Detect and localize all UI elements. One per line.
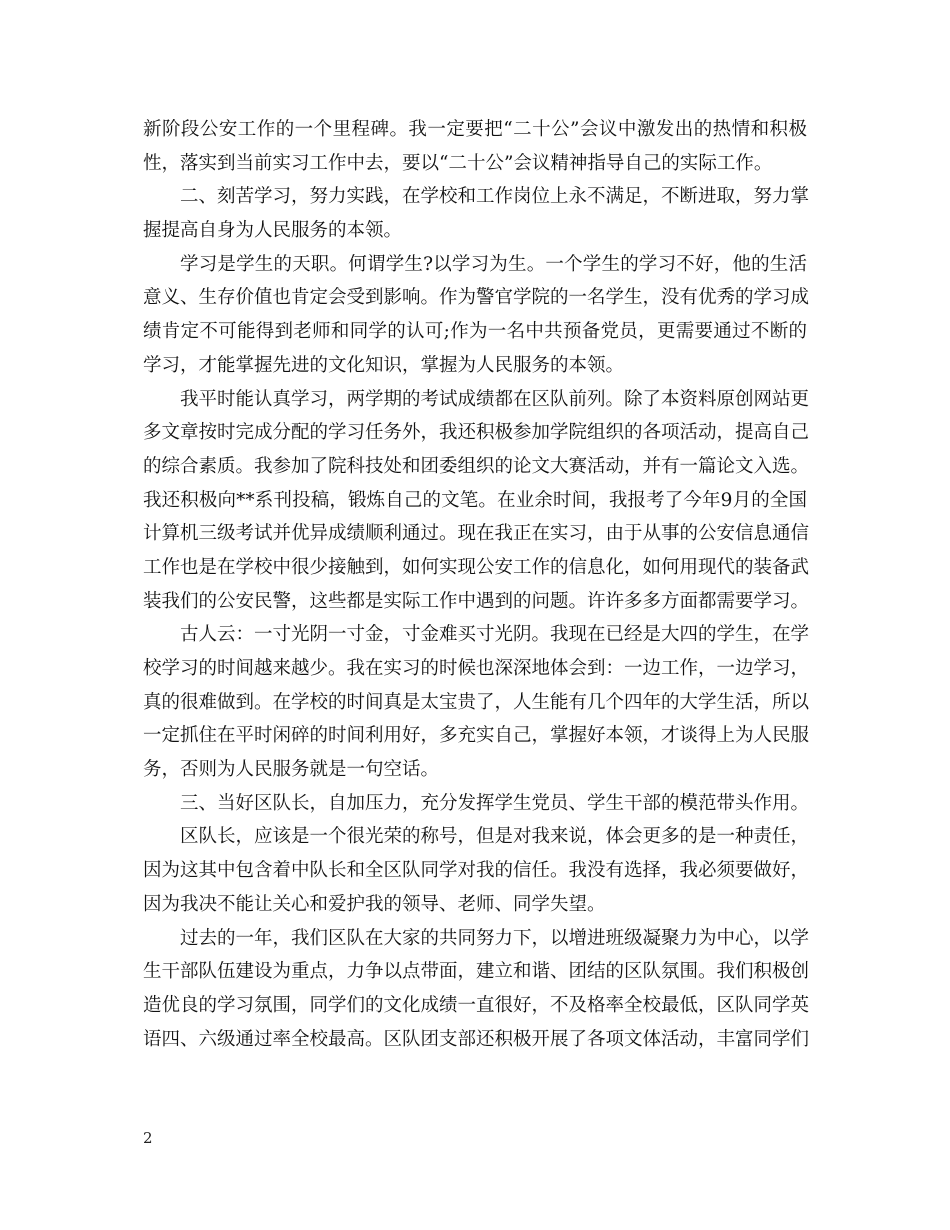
page-number: 2 xyxy=(143,1129,153,1147)
text-line: 二、刻苦学习，努力实践，在学校和工作岗位上永不满足，不断进取，努力掌 xyxy=(180,186,810,208)
text-line: 古人云：一寸光阴一寸金，寸金难买寸光阴。我现在已经是大四的学生，在学 xyxy=(180,624,810,646)
text-line: 语四、六级通过率全校最高。区队团支部还积极开展了各项文体活动，丰富同学们 xyxy=(143,1028,810,1050)
text-line: 新阶段公安工作的一个里程碑。我一定要把“二十公”会议中激发出的热情和积极 xyxy=(143,119,807,140)
text-line: 我还积极向**系刊投稿，锻炼自己的文笔。在业余时间，我报考了今年9月的全国 xyxy=(143,489,807,511)
text-line: 三、当好区队长，自加压力，充分发挥学生党员、学生干部的模范带头作用。 xyxy=(180,792,810,814)
paragraph xyxy=(143,922,810,1057)
text-line: 生干部队伍建设为重点，力争以点带面，建立和谐、团结的区队氛围。我们积极创 xyxy=(143,961,810,983)
text-line: 意义、生存价值也肯定会受到影响。作为警官学院的一名学生，没有优秀的学习成 xyxy=(143,287,810,309)
text-line: 工作也是在学校中很少接触到，如何实现公安工作的信息化，如何用现代的装备武 xyxy=(143,556,810,578)
text-line: 学习，才能掌握先进的文化知识，掌握为人民服务的本领。 xyxy=(143,354,625,376)
text-line: 造优良的学习氛围，同学们的文化成绩一直很好，不及格率全校最低，区队同学英 xyxy=(143,994,810,1016)
text-line: 的综合素质。我参加了院科技处和团委组织的论文大赛活动，并有一篇论文入选。 xyxy=(143,455,810,477)
document-body xyxy=(143,113,810,1056)
paragraph xyxy=(143,820,810,921)
text-line: 校学习的时间越来越少。我在实习的时候也深深地体会到：一边工作，一边学习， xyxy=(143,658,810,679)
text-line: 多文章按时完成分配的学习任务外，我还积极参加学院组织的各项活动，提高自己 xyxy=(143,422,810,444)
text-line: 因为这其中包含着中队长和全区队同学对我的信任。我没有选择，我必须要做好， xyxy=(143,860,810,882)
text-line: 区队长，应该是一个很光荣的称号，但是对我来说，体会更多的是一种责任， xyxy=(180,826,810,848)
text-line: 握提高自身为人民服务的本领。 xyxy=(143,220,403,242)
text-line: 因为我决不能让关心和爱护我的领导、老师、同学失望。 xyxy=(143,893,606,915)
text-line: 过去的一年，我们区队在大家的共同努力下，以增进班级凝聚力为中心，以学 xyxy=(180,927,810,949)
paragraph xyxy=(143,248,810,383)
paragraph xyxy=(143,618,810,786)
text-line: 装我们的公安民警，这些都是实际工作中遇到的问题。许许多多方面都需要学习。 xyxy=(143,590,810,612)
text-line: 学习是学生的天职。何谓学生?以学习为生。一个学生的学习不好，他的生活 xyxy=(180,253,807,275)
paragraph xyxy=(143,383,810,619)
text-line: 一定抓住在平时闲碎的时间利用好，多充实自己，掌握好本领，才谈得上为人民服 xyxy=(143,725,810,747)
text-line: 务，否则为人民服务就是一句空话。 xyxy=(143,759,440,781)
text-line: 绩肯定不可能得到老师和同学的认可;作为一名中共预备党员，更需要通过不断的 xyxy=(143,321,807,343)
text-line: 计算机三级考试并优异成绩顺利通过。现在我正在实习，由于从事的公安信息通信 xyxy=(143,523,810,545)
text-line: 我平时能认真学习，两学期的考试成绩都在区队前列。除了本资料原创网站更 xyxy=(180,388,810,410)
paragraph xyxy=(143,787,810,821)
paragraph xyxy=(143,180,810,247)
text-line: 真的很难做到。在学校的时间真是太宝贵了，人生能有几个四年的大学生活，所以 xyxy=(143,691,810,713)
paragraph xyxy=(143,113,807,180)
text-line: 性，落实到当前实习工作中去，要以“二十公”会议精神指导自己的实际工作。 xyxy=(143,152,773,174)
